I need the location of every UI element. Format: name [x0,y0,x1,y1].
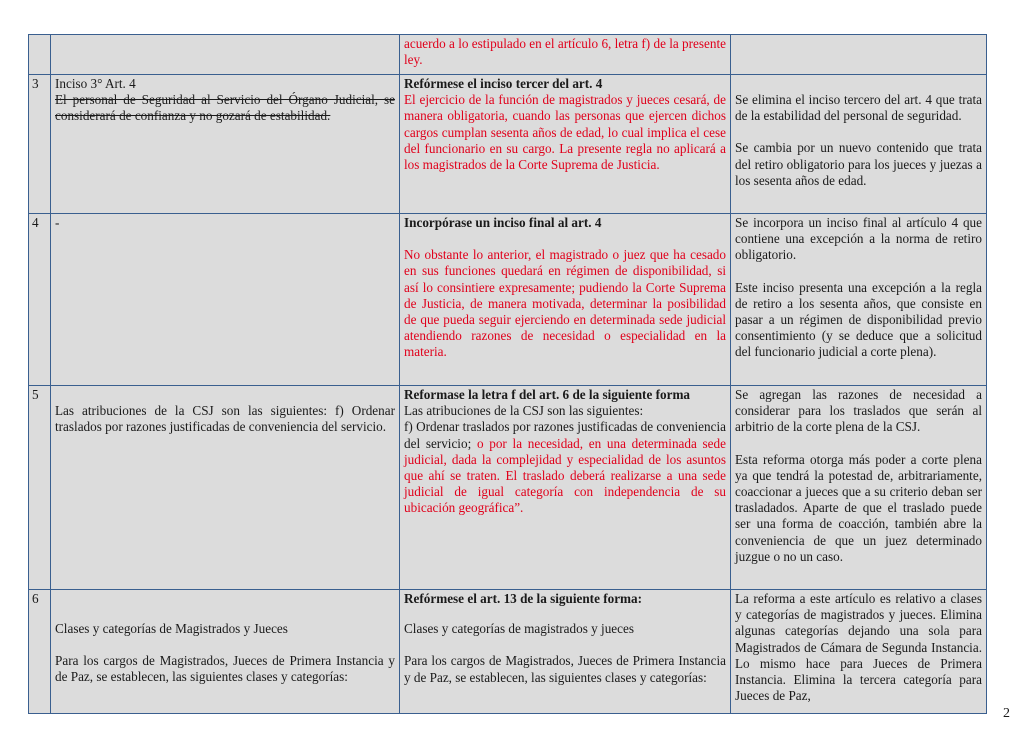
row-number-cell: 4 [29,214,51,386]
comment-cell [731,35,987,75]
page-number: 2 [1003,706,1010,721]
comment-cell [731,75,987,214]
reform-paragraph: Para los cargos de Magistrados, Jueces de Primera Instancia y de Paz, se establecen, las siguientes clases y categorías: [404,653,726,685]
current-text-cell [51,590,400,714]
table-row [29,35,987,75]
table-row [29,214,987,386]
reform-red-text: No obstante lo anterior, el magistrado o juez que ha cesado en sus funciones quedará en régimen de disponibilidad, si así lo consintiere expresamente; pudiendo la Corte Suprema de Justicia, de manera motivada, determinar la posibilidad de que pueda seguir ejerciendo en determinada sede judicial atendiendo razones de necesidad o especialidad en la materia. [404,247,726,360]
current-text-cell [51,75,400,214]
comment-paragraph: Se agregan las razones de necesidad a considerar para los traslados que serán al arbitrio de la corte plena de la CSJ. [735,387,982,435]
reform-red-text: El ejercicio de la función de magistrados y jueces cesará, de manera obligatoria, cuando las personas que ejercen dichos cargos cumplan sesenta años de edad, lo cual implica el cese del funcionario en su cargo. La presente regla no aplicará a los magistrados de la Corte Suprema de Justicia. [404,92,726,173]
current-text-cell [51,386,400,590]
row-number-cell [29,35,51,75]
comment-cell [731,214,987,386]
row-number-cell: 6 [29,590,51,714]
current-text: - [55,215,60,230]
comment-paragraph: Esta reforma otorga más poder a corte plena ya que tendrá la potestad de, arbitrariamente, coaccionar a jueces que a su criterio deban ser trasladados. Aparte de que el traslado puede ser una forma de coacción, también abre la conveniencia de que un juez determinado juzgue o no un caso. [735,451,982,564]
reform-title: Incorpórase un inciso final al art. 4 [404,215,602,230]
table-row [29,75,987,214]
reform-mixed-text [404,419,726,516]
reform-text-cell [400,386,731,590]
comparison-table [28,34,987,714]
table-row [29,590,987,714]
current-text-cell [51,214,400,386]
reform-black-text: f) Ordenar traslados por razones justificadas de conveniencia del servicio; [404,419,726,451]
reform-text-cell [400,35,731,75]
comment-paragraph: Se elimina el inciso tercero del art. 4 que trata de la estabilidad del personal de seguridad. [735,92,982,124]
row-number-cell: 3 [29,75,51,214]
comment-paragraph: Se cambia por un nuevo contenido que trata del retiro obligatorio para los jueces y juezas a los sesenta años de edad. [735,140,982,188]
current-text-cell [51,35,400,75]
reform-intro: Las atribuciones de la CSJ son las siguientes: [404,403,644,419]
current-paragraph: Clases y categorías de Magistrados y Jueces [55,621,288,636]
current-heading: Inciso 3° Art. 4 [55,76,136,91]
reform-paragraph: Clases y categorías de magistrados y jueces [404,621,634,637]
comment-cell [731,386,987,590]
table-row [29,386,987,590]
reform-red-text: o por la necesidad, en una determinada sede judicial, dada la complejidad y especialidad de los asuntos que ahí se traten. El traslado deberá realizarse a una sede judicial de igual categoría con independencia de su ubicación geográfica”. [404,435,726,516]
comment-paragraph: Se incorpora un inciso final al artículo 4 que contiene una excepción a la norma de retiro obligatorio. [735,215,982,263]
reform-title: Refórmese el art. 13 de la siguiente forma: [404,591,643,606]
comment-cell [731,590,987,714]
comment-paragraph: La reforma a este artículo es relativo a clases y categorías de magistrados y jueces. Elimina algunas categorías dejando una sola para Magistrados de Cámara de Segunda Instancia. Lo mismo hace para Jueces de Primera Instancia. Elimina la tercera categoría para Jueces de Paz, [735,591,982,704]
reform-text-cell [400,214,731,386]
row-number-cell: 5 [29,386,51,590]
reform-red-text: acuerdo a lo estipulado en el artículo 6, letra f) de la presente ley. [404,36,726,68]
current-paragraph: Para los cargos de Magistrados, Jueces de Primera Instancia y de Paz, se establecen, las siguientes clases y categorías: [55,653,395,685]
comment-paragraph: Este inciso presenta una excepción a la regla de retiro a los sesenta años, que consiste en pasar a un régimen de disponibilidad previo consentimiento (y se deduce que a solicitud del funcionario judicial a corte plena). [735,279,982,360]
reform-title: Reformase la letra f del art. 6 de la siguiente forma [404,387,691,402]
reform-title: Refórmese el inciso tercer del art. 4 [404,76,603,91]
reform-text-cell [400,75,731,214]
reform-text-cell [400,590,731,714]
current-struck-text: El personal de Seguridad al Servicio del Órgano Judicial, se considerará de confianza y no gozará de estabilidad. [55,92,395,124]
current-text: Las atribuciones de la CSJ son las siguientes: f) Ordenar traslados por razones justificadas de conveniencia del servicio. [55,403,395,435]
